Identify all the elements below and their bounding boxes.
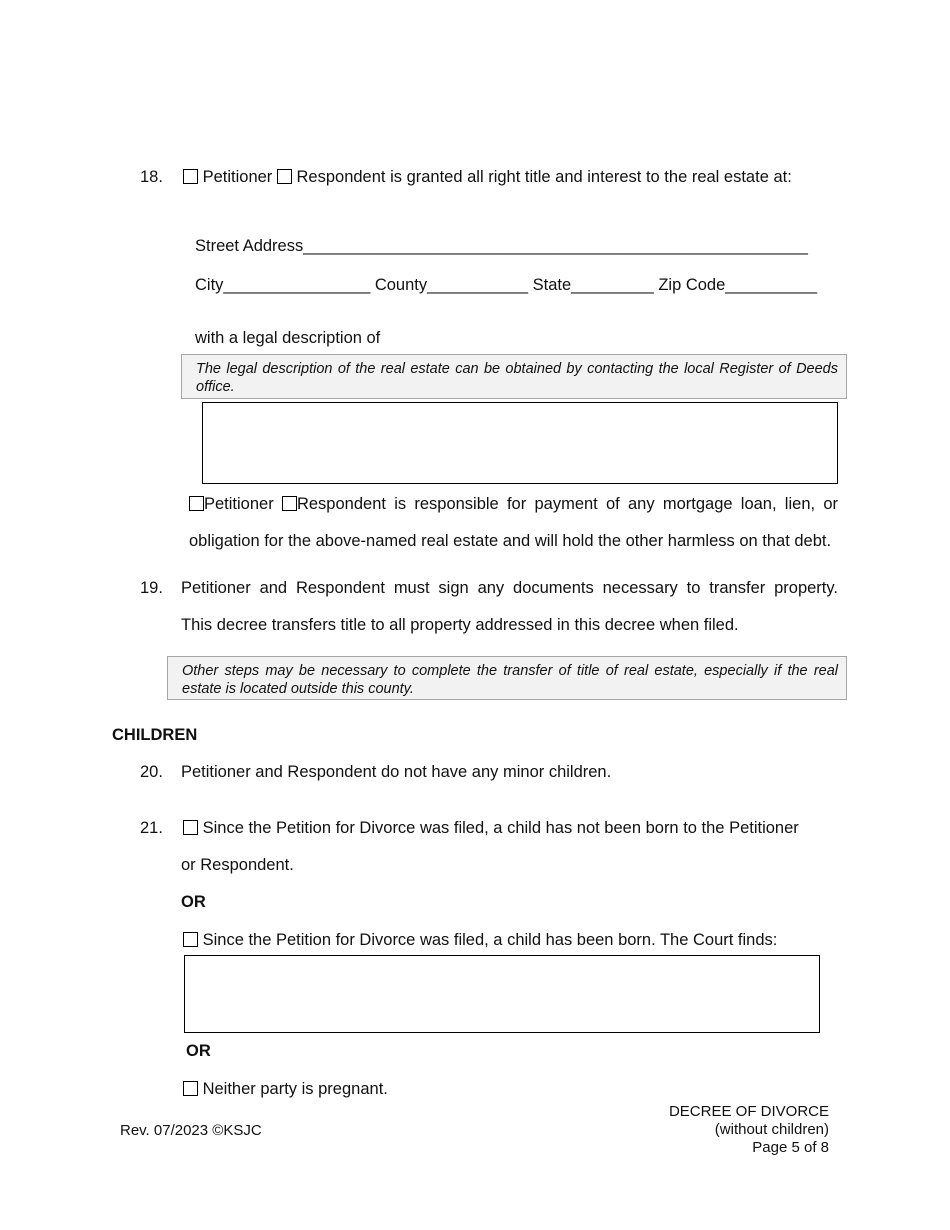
mortgage-responsibility-line2: obligation for the above-named real estate and will hold the other harmless on that debt.	[189, 532, 832, 550]
footer-doc-subtitle: (without children)	[714, 1121, 829, 1138]
item-19-line2: This decree transfers title to all property addressed in this decree when filed.	[181, 616, 739, 634]
city-county-state-zip-field[interactable]: City________________ County___________ State_________ Zip Code__________	[195, 276, 818, 294]
petitioner-label: Petitioner	[202, 168, 273, 186]
mortgage-respondent-label: Respondent is responsible for payment of any mortgage loan, lien, or	[296, 495, 838, 513]
item-18-options	[183, 168, 792, 187]
no-child-born-label: Since the Petition for Divorce was filed, a child has not been born to the Petitioner	[202, 819, 799, 837]
respondent-grant-label: Respondent is granted all right title and interest to the real estate at:	[296, 168, 792, 186]
item-19-line1: Petitioner and Respondent must sign any documents necessary to transfer property.	[181, 579, 838, 597]
petitioner-checkbox[interactable]	[183, 169, 198, 184]
legal-description-note: The legal description of the real estate can be obtained by contacting the local Register of Deeds office.	[181, 354, 847, 399]
mortgage-responsibility-line1	[189, 495, 838, 514]
child-born-option	[183, 931, 777, 950]
footer-doc-info	[669, 1103, 829, 1157]
item-19-number: 19.	[140, 579, 163, 597]
child-born-label: Since the Petition for Divorce was filed, a child has been born. The Court finds:	[202, 931, 778, 949]
mortgage-petitioner-label: Petitioner	[204, 495, 274, 513]
or-separator-2: OR	[186, 1042, 211, 1060]
item-20-number: 20.	[140, 763, 163, 781]
revision-footer: Rev. 07/2023 ©KSJC	[120, 1122, 262, 1139]
not-pregnant-checkbox[interactable]	[183, 1081, 198, 1096]
footer-doc-title: DECREE OF DIVORCE	[668, 1103, 829, 1120]
children-heading: CHILDREN	[112, 726, 198, 744]
item-20-text: Petitioner and Respondent do not have any minor children.	[181, 763, 612, 781]
court-finds-textbox[interactable]	[184, 955, 820, 1033]
mortgage-respondent-checkbox[interactable]	[282, 496, 297, 511]
mortgage-petitioner-checkbox[interactable]	[189, 496, 204, 511]
transfer-note: Other steps may be necessary to complete the transfer of title of real estate, especially if the real estate is located outside this county.	[167, 656, 847, 700]
item-21-number: 21.	[140, 819, 163, 837]
child-born-checkbox[interactable]	[183, 932, 198, 947]
not-pregnant-option	[183, 1080, 388, 1099]
legal-description-label: with a legal description of	[195, 329, 381, 347]
no-child-born-option	[183, 819, 799, 838]
item-18-number: 18.	[140, 168, 163, 186]
street-address-field[interactable]: Street Address_______________________________________________________	[195, 237, 808, 255]
no-child-born-label-cont: or Respondent.	[181, 856, 294, 874]
respondent-checkbox[interactable]	[277, 169, 292, 184]
footer-page-number: Page 5 of 8	[752, 1139, 829, 1156]
legal-description-textbox[interactable]	[202, 402, 838, 484]
not-pregnant-label: Neither party is pregnant.	[202, 1080, 388, 1098]
no-child-born-checkbox[interactable]	[183, 820, 198, 835]
or-separator-1: OR	[181, 893, 206, 911]
